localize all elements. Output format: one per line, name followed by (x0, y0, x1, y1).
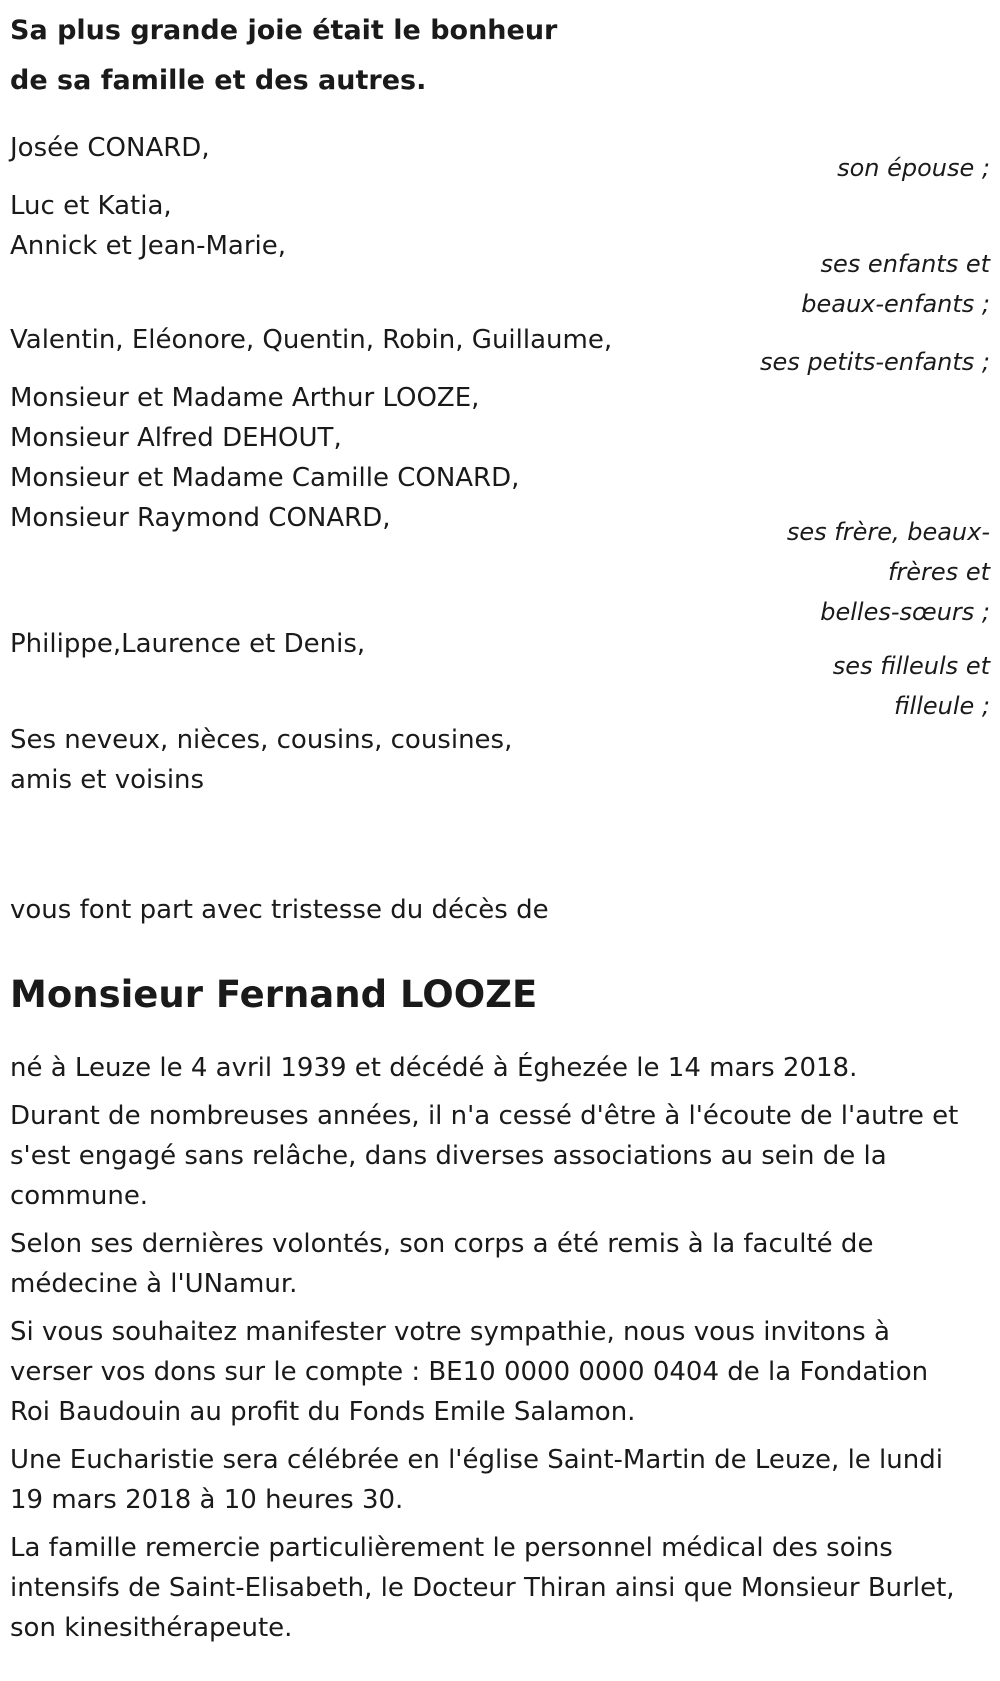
family-name-line: Monsieur Alfred DEHOUT, (10, 423, 342, 453)
paragraph-body-donation (10, 1224, 985, 1304)
family-name-line: Annick et Jean-Marie, (10, 231, 287, 261)
paragraph-line: 19 mars 2018 à 10 heures 30. (10, 1485, 404, 1515)
family-relation (690, 512, 990, 632)
paragraph-thanks (10, 1528, 985, 1648)
family-group-children (10, 186, 990, 318)
relation-line: ses filleuls et (832, 652, 990, 680)
family-name-line: Monsieur et Madame Arthur LOOZE, (10, 383, 480, 413)
paragraph-line: Selon ses dernières volontés, son corps a été remis à la faculté de (10, 1229, 874, 1259)
family-group-spouse (10, 128, 990, 182)
relation-line: belles-sœurs ; (820, 598, 990, 626)
paragraph-line: médecine à l'UNamur. (10, 1269, 298, 1299)
relation-line: ses petits-enfants ; (759, 348, 990, 376)
paragraph-line: son kinesithérapeute. (10, 1613, 293, 1643)
family-names (10, 720, 990, 800)
announcement: vous font part avec tristesse du décès de (10, 895, 549, 925)
relation-line: beaux-enfants ; (801, 290, 990, 318)
paragraph-birth-death (10, 1048, 985, 1088)
paragraph-line: verser vos dons sur le compte : BE10 0000 0000 0404 de la Fondation (10, 1357, 929, 1387)
relation-line: filleule ; (894, 692, 990, 720)
family-group-extended (10, 720, 990, 800)
family-name-line: Josée CONARD, (10, 133, 210, 163)
family-relation (690, 244, 990, 324)
relation-line: frères et (887, 558, 990, 586)
family-group-siblings (10, 378, 990, 626)
headline (10, 6, 610, 106)
paragraph-line: Une Eucharistie sera célébrée en l'église Saint-Martin de Leuze, le lundi (10, 1445, 943, 1475)
family-relation (690, 646, 990, 726)
family-relation (690, 342, 990, 382)
family-name-line: amis et voisins (10, 765, 205, 795)
family-name-line: Valentin, Eléonore, Quentin, Robin, Guillaume, (10, 325, 613, 355)
headline-line: Sa plus grande joie était le bonheur (10, 15, 558, 46)
paragraph-line: Roi Baudouin au profit du Fonds Emile Salamon. (10, 1397, 636, 1427)
paragraph-line: commune. (10, 1181, 149, 1211)
family-name-line: Ses neveux, nièces, cousins, cousines, (10, 725, 513, 755)
headline-line: de sa famille et des autres. (10, 65, 427, 96)
relation-line: ses frère, beaux- (786, 518, 990, 546)
family-name-line: Philippe,Laurence et Denis, (10, 629, 366, 659)
paragraph-line: La famille remercie particulièrement le personnel médical des soins (10, 1533, 893, 1563)
paragraph-line: Durant de nombreuses années, il n'a cessé d'être à l'écoute de l'autre et (10, 1101, 959, 1131)
paragraph-line: intensifs de Saint-Elisabeth, le Docteur Thiran ainsi que Monsieur Burlet, (10, 1573, 955, 1603)
family-group-grandchildren (10, 320, 990, 376)
paragraph-line: né à Leuze le 4 avril 1939 et décédé à Éghezée le 14 mars 2018. (10, 1053, 858, 1083)
deceased-name: Monsieur Fernand LOOZE (10, 973, 538, 1016)
paragraph-line: Si vous souhaitez manifester votre sympathie, nous vous invitons à (10, 1317, 890, 1347)
paragraph-eucharist (10, 1440, 985, 1520)
relation-line: son épouse ; (837, 154, 990, 182)
paragraph-engagement (10, 1096, 985, 1216)
relation-line: ses enfants et (820, 250, 990, 278)
paragraph-sympathy (10, 1312, 985, 1432)
family-relation (690, 148, 990, 188)
family-name-line: Monsieur Raymond CONARD, (10, 503, 391, 533)
family-name-line: Luc et Katia, (10, 191, 172, 221)
paragraph-line: s'est engagé sans relâche, dans diverses associations au sein de la (10, 1141, 887, 1171)
family-name-line: Monsieur et Madame Camille CONARD, (10, 463, 520, 493)
family-group-godchildren (10, 624, 990, 720)
